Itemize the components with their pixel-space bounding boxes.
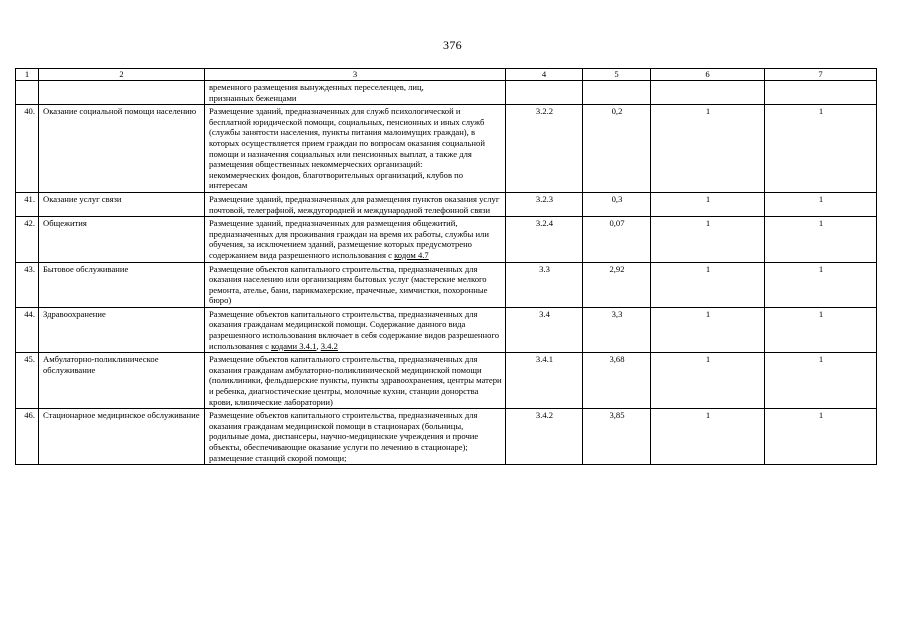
cell-description bbox=[205, 217, 506, 262]
cell-name: Общежития bbox=[39, 217, 205, 262]
cell-col6 bbox=[651, 81, 765, 105]
cell-code: 3.2.4 bbox=[506, 217, 583, 262]
cell-col5: 3,85 bbox=[583, 409, 651, 465]
cell-col5: 2,92 bbox=[583, 262, 651, 307]
cell-code: 3.2.3 bbox=[506, 192, 583, 216]
cell-description bbox=[205, 307, 506, 352]
table-row bbox=[16, 409, 877, 465]
cell-description: Размещение зданий, предназначенных для служб психологической и бесплатной юридической помощи, социальных, пенсионных и иных служб (службы занятости населения, пункты питания малоимущих граждан), в которых осуществляется прием граждан по вопросам оказания социальной помощи и назначения социальных или пенсионных выплат, а также для размещения общественных некоммерческих организаций: некоммерческих фондов, благотворительных организаций, клубов по интересам bbox=[205, 105, 506, 193]
code-reference-link[interactable]: кодами 3.4.1 bbox=[271, 340, 317, 351]
cell-col5: 0,3 bbox=[583, 192, 651, 216]
cell-col7: 1 bbox=[765, 217, 877, 262]
cell-col7: 1 bbox=[765, 262, 877, 307]
cell-num: 41. bbox=[16, 192, 39, 216]
cell-col5 bbox=[583, 81, 651, 105]
page-number: 376 bbox=[443, 38, 462, 52]
cell-num: 46. bbox=[16, 409, 39, 465]
table-row bbox=[16, 353, 877, 409]
header-col-5: 5 bbox=[583, 69, 651, 81]
cell-col7: 1 bbox=[765, 307, 877, 352]
table-row bbox=[16, 307, 877, 352]
cell-col7: 1 bbox=[765, 353, 877, 409]
cell-name bbox=[39, 81, 205, 105]
cell-description: Размещение объектов капитального строительства, предназначенных для оказания гражданам медицинской помощи в стационарах (больницы, родильные дома, диспансеры, научно-медицинские учреждения и прочие объекты, обеспечивающие оказание услуги по лечению в стационаре); размещение станций скорой помощи; bbox=[205, 409, 506, 465]
cell-col5: 3,68 bbox=[583, 353, 651, 409]
cell-num: 45. bbox=[16, 353, 39, 409]
cell-num: 42. bbox=[16, 217, 39, 262]
land-use-table bbox=[15, 68, 877, 465]
cell-col6: 1 bbox=[651, 192, 765, 216]
cell-name: Здравоохранение bbox=[39, 307, 205, 352]
table-row bbox=[16, 262, 877, 307]
header-col-4: 4 bbox=[506, 69, 583, 81]
cell-col7: 1 bbox=[765, 192, 877, 216]
table-row bbox=[16, 105, 877, 193]
cell-description: Размещение зданий, предназначенных для размещения пунктов оказания услуг почтовой, телеграфной, междугородней и международной телефонной связи bbox=[205, 192, 506, 216]
cell-code bbox=[506, 81, 583, 105]
cell-col6: 1 bbox=[651, 217, 765, 262]
cell-col5: 3,3 bbox=[583, 307, 651, 352]
cell-col6: 1 bbox=[651, 353, 765, 409]
cell-code: 3.4.2 bbox=[506, 409, 583, 465]
cell-description: Размещение объектов капитального строительства, предназначенных для оказания гражданам амбулаторно-поликлинической медицинской помощи (поликлиники, фельдшерские пункты, пункты здравоохранения, центры матери и ребенка, диагностические центры, молочные кухни, станции донорства крови, клинические лаборатории) bbox=[205, 353, 506, 409]
header-col-3: 3 bbox=[205, 69, 506, 81]
cell-col6: 1 bbox=[651, 409, 765, 465]
cell-col6: 1 bbox=[651, 307, 765, 352]
cell-name: Бытовое обслуживание bbox=[39, 262, 205, 307]
header-col-2: 2 bbox=[39, 69, 205, 81]
code-reference-link[interactable]: 3.4.2 bbox=[320, 340, 338, 351]
continuation-row bbox=[16, 81, 877, 105]
cell-name: Амбулаторно-поликлиническое обслуживание bbox=[39, 353, 205, 409]
table-row bbox=[16, 217, 877, 262]
table-row bbox=[16, 192, 877, 216]
cell-description: Размещение объектов капитального строительства, предназначенных для оказания населению или организациям бытовых услуг (мастерские мелкого ремонта, ателье, бани, парикмахерские, прачечные, химчистки, похоронные бюро) bbox=[205, 262, 506, 307]
cell-col6: 1 bbox=[651, 105, 765, 193]
cell-col7 bbox=[765, 81, 877, 105]
cell-description: временного размещения вынужденных переселенцев, лиц, признанных беженцами bbox=[205, 81, 506, 105]
cell-num: 43. bbox=[16, 262, 39, 307]
description-text: Размещение объектов капитального строительства, предназначенных для оказания гражданам медицинской помощи. Содержание данного вида разрешенного использования включает в себя содержание видов разрешенного использования с bbox=[209, 308, 500, 351]
description-text: Размещение зданий, предназначенных для размещения общежитий, предназначенных для проживания граждан на время их работы, службы или обучения, за исключением зданий, размещение которых предусмотрено содержанием вида разрешенного использования с bbox=[209, 218, 489, 260]
cell-col7: 1 bbox=[765, 105, 877, 193]
header-col-1: 1 bbox=[16, 69, 39, 81]
cell-num bbox=[16, 81, 39, 105]
cell-name: Оказание услуг связи bbox=[39, 192, 205, 216]
cell-col5: 0,2 bbox=[583, 105, 651, 193]
cell-code: 3.2.2 bbox=[506, 105, 583, 193]
code-reference-link[interactable]: кодом 4.7 bbox=[394, 249, 429, 260]
header-col-7: 7 bbox=[765, 69, 877, 81]
cell-code: 3.4 bbox=[506, 307, 583, 352]
cell-num: 44. bbox=[16, 307, 39, 352]
cell-code: 3.3 bbox=[506, 262, 583, 307]
cell-name: Стационарное медицинское обслуживание bbox=[39, 409, 205, 465]
cell-col7: 1 bbox=[765, 409, 877, 465]
cell-code: 3.4.1 bbox=[506, 353, 583, 409]
cell-name: Оказание социальной помощи населению bbox=[39, 105, 205, 193]
cell-col6: 1 bbox=[651, 262, 765, 307]
separator-text: , bbox=[316, 340, 321, 351]
header-col-6: 6 bbox=[651, 69, 765, 81]
cell-col5: 0,07 bbox=[583, 217, 651, 262]
header-row bbox=[16, 69, 877, 81]
cell-num: 40. bbox=[16, 105, 39, 193]
